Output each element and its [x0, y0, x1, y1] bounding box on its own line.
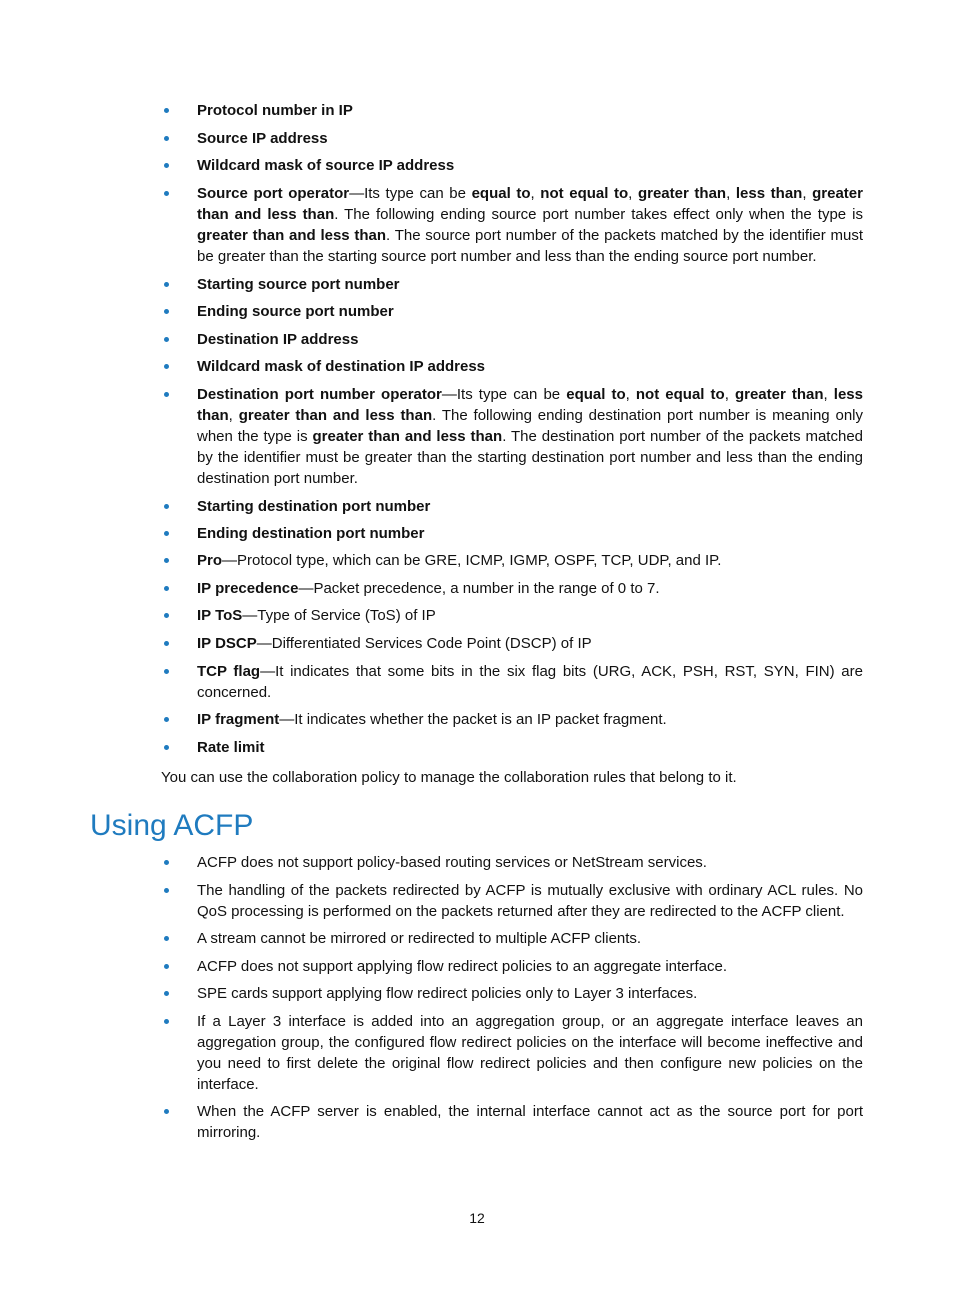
bullet-icon — [164, 641, 169, 646]
list-item: Starting destination port number — [197, 496, 863, 517]
bullet-icon — [164, 669, 169, 674]
list-item: Source IP address — [197, 128, 863, 149]
collaboration-paragraph: You can use the collaboration policy to manage the collaboration rules that belong to it. — [161, 769, 737, 786]
bullet-icon — [164, 108, 169, 113]
bullet-icon — [164, 745, 169, 750]
list-item: Wildcard mask of source IP address — [197, 155, 863, 176]
bullet-icon — [164, 558, 169, 563]
list-item: IP DSCP—Differentiated Services Code Point (DSCP) of IP — [197, 633, 863, 654]
bullet-icon — [164, 991, 169, 996]
bullet-icon — [164, 392, 169, 397]
list-item: ACFP does not support applying flow redirect policies to an aggregate interface. — [197, 956, 863, 977]
bullet-icon — [164, 1109, 169, 1114]
bullet-icon — [164, 163, 169, 168]
page-number: 12 — [469, 1210, 485, 1226]
list-item: Wildcard mask of destination IP address — [197, 356, 863, 377]
list-item: Starting source port number — [197, 274, 863, 295]
bullet-icon — [164, 504, 169, 509]
list-item: Source port operator—Its type can be equal to, not equal to, greater than, less than, greater than and less than. The following ending source port number takes effect only when the type is greater than and less than. The source port number of the packets matched by the identifier must be greater than the starting source port number and less than the ending source port number. — [197, 183, 863, 267]
list-item: Ending destination port number — [197, 523, 863, 544]
list-item: IP precedence—Packet precedence, a number in the range of 0 to 7. — [197, 578, 863, 599]
list-item: TCP flag—It indicates that some bits in the six flag bits (URG, ACK, PSH, RST, SYN, FIN) are concerned. — [197, 661, 863, 703]
bullet-icon — [164, 1019, 169, 1024]
list-item: Protocol number in IP — [197, 100, 863, 121]
bullet-icon — [164, 586, 169, 591]
list-item: ACFP does not support policy-based routing services or NetStream services. — [197, 852, 863, 873]
bullet-icon — [164, 860, 169, 865]
list-item: Destination port number operator—Its type can be equal to, not equal to, greater than, less than, greater than and less than. The following ending destination port number is meaning only when the type is greater than and less than. The destination port number of the packets matched by the identifier must be greater than the starting destination port number and less than the ending destination port number. — [197, 384, 863, 489]
bullet-icon — [164, 282, 169, 287]
list-item: When the ACFP server is enabled, the internal interface cannot act as the source port for port mirroring. — [197, 1101, 863, 1143]
bullet-icon — [164, 364, 169, 369]
bullet-icon — [164, 309, 169, 314]
bullet-icon — [164, 531, 169, 536]
bullet-icon — [164, 337, 169, 342]
list-item: IP fragment—It indicates whether the packet is an IP packet fragment. — [197, 709, 863, 730]
bullet-icon — [164, 888, 169, 893]
section-heading: Using ACFP — [90, 809, 254, 842]
bullet-icon — [164, 136, 169, 141]
list-item: The handling of the packets redirected by ACFP is mutually exclusive with ordinary ACL rules. No QoS processing is performed on the packets returned after they are redirected to the ACFP client. — [197, 880, 863, 922]
list-item: Ending source port number — [197, 301, 863, 322]
list-item: Rate limit — [197, 737, 863, 758]
bullet-icon — [164, 936, 169, 941]
list-item: SPE cards support applying flow redirect policies only to Layer 3 interfaces. — [197, 983, 863, 1004]
list-item: Pro—Protocol type, which can be GRE, ICMP, IGMP, OSPF, TCP, UDP, and IP. — [197, 550, 863, 571]
bullet-icon — [164, 964, 169, 969]
list-item: IP ToS—Type of Service (ToS) of IP — [197, 605, 863, 626]
list-item: Destination IP address — [197, 329, 863, 350]
list-item: If a Layer 3 interface is added into an aggregation group, or an aggregate interface leaves an aggregation group, the configured flow redirect policies on the interface will become ineffective and you need to first delete the original flow redirect policies and then configure new policies on the interface. — [197, 1011, 863, 1095]
list-item: A stream cannot be mirrored or redirected to multiple ACFP clients. — [197, 928, 863, 949]
bullet-icon — [164, 613, 169, 618]
bullet-icon — [164, 717, 169, 722]
bullet-icon — [164, 191, 169, 196]
